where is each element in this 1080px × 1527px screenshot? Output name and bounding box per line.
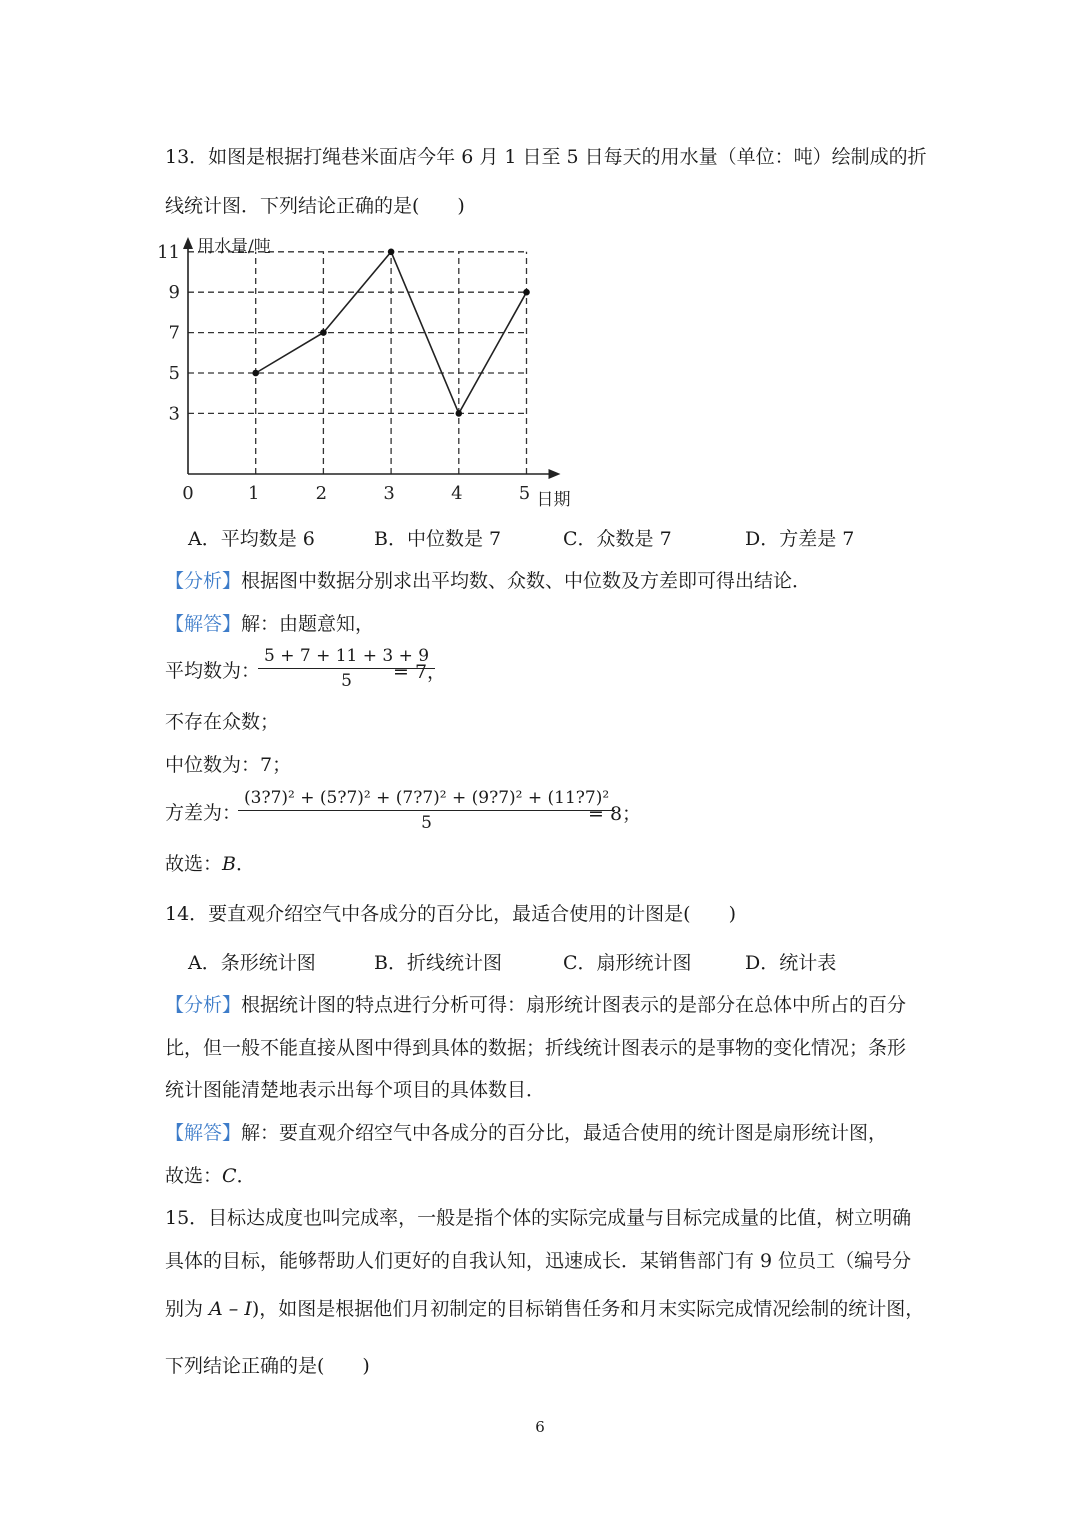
q14-analysis-line3: 统计图能清楚地表示出每个项目的具体数目． <box>165 1079 546 1101</box>
y-tick-7: 7 <box>168 322 180 344</box>
data-point-2 <box>320 329 327 336</box>
median-text: 中位数为：7； <box>165 754 292 776</box>
variance-denominator: 5 <box>421 813 432 833</box>
q14-analysis-line2: 比，但一般不能直接从图中得到具体的数据；折线统计图表示的是事物的变化情况；条形 <box>165 1037 907 1059</box>
choose-label: 故选： <box>165 853 223 875</box>
q15-stem-line1: 15．目标达成度也叫完成率，一般是指个体的实际完成量与目标完成量的比值，树立明确 <box>165 1207 912 1229</box>
origin-label: 0 <box>182 483 194 504</box>
x-tick-3: 3 <box>383 483 395 504</box>
chart-axes <box>183 237 561 479</box>
q14-stem: 14．要直观介绍空气中各成分的百分比，最适合使用的计图是( ) <box>165 903 737 925</box>
answer-tag: 【解答】 <box>165 1122 242 1144</box>
q13-option-c: C．众数是 7 <box>563 528 672 550</box>
q15-stem-line3 <box>165 1294 924 1321</box>
q13-stem-line1: 13．如图是根据打绳巷米面店今年 6 月 1 日至 5 日每天的用水量（单位：吨）绘制成的折 <box>165 146 927 168</box>
analysis-tag: 【分析】 <box>165 570 242 592</box>
mean-label: 平均数为： <box>165 660 261 682</box>
variance-fraction <box>238 788 615 833</box>
mean-result: = 7， <box>393 661 447 683</box>
y-axis-arrow <box>183 237 193 249</box>
data-point-5 <box>523 289 530 296</box>
q14-option-a: A．条形统计图 <box>188 952 316 974</box>
mean-denominator: 5 <box>341 671 352 691</box>
x-tick-1: 1 <box>247 483 260 504</box>
mean-numerator: 5 + 7 + 11 + 3 + 9 <box>258 646 435 669</box>
y-tick-5: 5 <box>168 363 180 384</box>
y-tick-3: 3 <box>168 403 180 425</box>
q14-analysis <box>165 990 906 1017</box>
q13-choice <box>165 849 255 876</box>
q14-answer <box>165 1118 887 1145</box>
q13-stem-line2: 线统计图．下列结论正确的是( ) <box>165 195 465 217</box>
q14-option-c: C．扇形统计图 <box>563 952 692 974</box>
answer-text: 解：由题意知， <box>241 613 375 635</box>
water-usage-line-chart <box>150 225 590 515</box>
x-axis-label: 日期 <box>536 490 571 510</box>
data-point-4 <box>456 410 463 417</box>
x-axis-arrow <box>549 469 561 479</box>
answer-tag: 【解答】 <box>165 613 242 635</box>
data-point-3 <box>388 249 395 256</box>
q15-stem-line4: 下列结论正确的是( ) <box>165 1355 370 1377</box>
answer-text: 解：要直观介绍空气中各成分的百分比，最适合使用的统计图是扇形统计图， <box>241 1122 888 1144</box>
q13-answer <box>165 609 374 636</box>
mode-text: 不存在众数； <box>165 711 280 733</box>
variance-numerator: (3?7)² + (5?7)² + (7?7)² + (9?7)² + (11?7)² <box>238 788 615 811</box>
choose-end: ． <box>235 853 255 875</box>
choose-end: ． <box>236 1165 256 1187</box>
q13-option-d: D．方差是 7 <box>745 528 855 550</box>
analysis-tag: 【分析】 <box>165 994 242 1016</box>
chart-grid <box>188 252 527 474</box>
choose-label: 故选： <box>165 1165 223 1187</box>
q13-option-a: A．平均数是 6 <box>188 528 315 550</box>
analysis-text: 根据图中数据分别求出平均数、众数、中位数及方差即可得出结论． <box>241 570 812 592</box>
page-number: 6 <box>535 1418 545 1436</box>
variance-label: 方差为： <box>165 802 242 824</box>
q14-option-b: B．折线统计图 <box>374 952 502 974</box>
q14-option-d: D．统计表 <box>745 952 837 974</box>
x-tick-2: 2 <box>315 483 328 504</box>
q13-option-b: B．中位数是 7 <box>374 528 502 550</box>
variance-result: = 8； <box>588 803 642 825</box>
y-tick-9: 9 <box>168 282 180 304</box>
x-tick-4: 4 <box>451 483 463 504</box>
data-point-1 <box>252 370 259 377</box>
q15-line3-post: )，如图是根据他们月初制定的目标销售任务和月末实际完成情况绘制的统计图， <box>251 1298 925 1320</box>
q15-line3-var: A – I <box>209 1298 252 1320</box>
analysis-text: 根据统计图的特点进行分析可得：扇形统计图表示的是部分在总体中所占的百分 <box>241 994 907 1016</box>
q15-line3-pre: 别为 <box>165 1298 210 1320</box>
y-tick-11: 11 <box>157 241 180 263</box>
choose-letter: B <box>222 853 236 875</box>
choose-letter: C <box>222 1165 237 1187</box>
q14-choice <box>165 1161 256 1188</box>
x-tick-5: 5 <box>518 483 531 504</box>
y-axis-label: 用水量/吨 <box>197 237 271 257</box>
q13-analysis <box>165 566 811 593</box>
q15-stem-line2: 具体的目标，能够帮助人们更好的自我认知，迅速成长．某销售部门有 9 位员工（编号分 <box>165 1250 912 1272</box>
